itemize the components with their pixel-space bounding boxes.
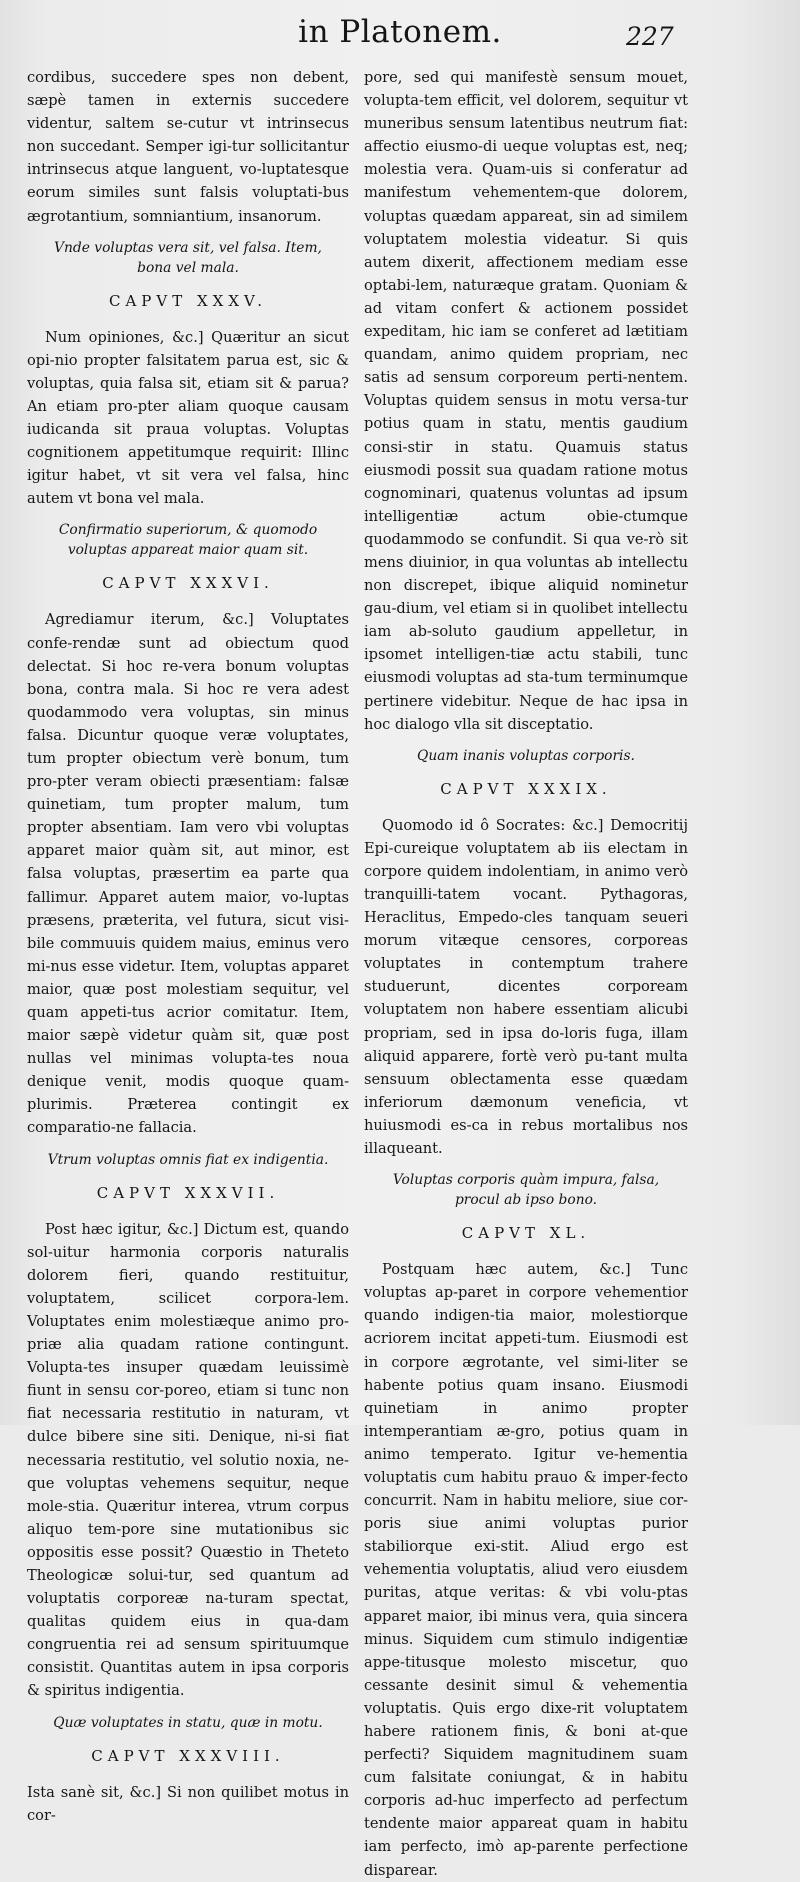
chapter-text-36: Agrediamur iterum, &c.] Voluptates confe-rendæ sunt ad obiectum quod delectat. Si hoc re-vera bonum voluptas bona, contra mala. Si hoc re vera adest quodammodo vera voluptas, sin minus falsa. Dicuntur quoque veræ voluptates, tum propter obiectum verè bonum, tum pro-pter veram obiecti præsentiam: falsæ quinetiam, tum propter malum, tum propter absentiam. Iam vero vbi voluptas apparet maior quàm sit, aut minor, est falsa voluptas, præsertim ea parte qua fallimur. Apparet autem maior, vo-luptas præsens, præterita, vel futura, sicut visi-bile commuuis quidem maius, eminus vero mi-nus esse videtur. Item, voluptas apparet maior, quæ post molestiam sequitur, vel quam appeti-tus acrior comitatur. Item, maior sæpè videtur quàm sit, quæ post nullas vel minimas volupta-tes noua denique venit, modis quoque quam-plurimis. Præterea contingit ex comparatio-ne fallacia. <box>27 611 349 1137</box>
chapter-heading-35: CAPVT XXXV. <box>108 291 268 310</box>
section-summary-38: Quæ voluptates in statu, quæ in motu. <box>53 1714 323 1731</box>
section-summary-35: Vnde voluptas vera sit, vel falsa. Item, bona vel mala. <box>54 239 322 276</box>
chapter-heading-40: CAPVT XL. <box>461 1224 591 1243</box>
chapter-text-35: Num opiniones, &c.] Quæritur an sicut opi-nio propter falsitatem parua est, sic & voluptas, quia falsa sit, etiam sit & parua? An etiam pro-pter aliam quoque causam iudicanda sit praua voluptas. Voluptas cognitionem appetitumque requirit: Illinc igitur habet, vt sit vera vel falsa, hinc autem vt bona vel mala. <box>27 328 349 508</box>
section-summary-39: Quam inanis voluptas corporis. <box>417 747 635 764</box>
intro-paragraph: cordibus, succedere spes non debent, sæpè tamen in externis succedere videntur, saltem se-cutur vt intrinsecus non succedant. Semper igi-tur sollicitantur intrinsecus atque languent, vo-luptatesque eorum similes sunt falsis voluptati-bus ægrotantium, somniantium, insanorum. <box>27 69 349 225</box>
section-summary-36: Confirmatio superiorum, & quomodo voluptas appareat maior quam sit. <box>58 522 318 559</box>
chapter-text-40: Postquam hæc autem, &c.] Tunc voluptas ap-paret in corpore vehementior quando indigen-tia maior, molestiorque acriorem incitat appeti-tum. Eiusmodi est in corpore ægrotante, vel simi-liter se habente potius quam insano. Eiusmodi quinetiam in animo propter intemperantiam æ-gro, potius quam in animo temperato. Igitur ve-hementia voluptatis cum habitu prauo & imper-fecto concurrit. Nam in habitu meliore, siue cor-poris siue animi voluptas purior stabiliorque exi-stit. Aliud ergo est vehementia voluptatis, aliud vero eiusdem puritas, atque veritas: & vbi volu-ptas apparet maior, ibi minus vera, quia sincera minus. Siquidem cum stimulo indigentiæ appe-titusque molesto miscetur, quo cessante desinit simul & vehementia voluptatis. Quis ergo dixe-rit voluptatem habere rationem finis, & boni at-que perfecti? Siquidem magnitudinem suam cum falsitate coniungat, & in habitu corporis ad-huc imperfecto ad perfectum tendente maior appareat quam in habitu iam perfecto, imò ap-parente perfectione disparear. <box>364 1261 688 1879</box>
right-column <box>364 66 688 1882</box>
chapter-heading-36: CAPVT XXXVI. <box>102 574 274 593</box>
left-column <box>27 66 349 1827</box>
chapter-text-37: Post hæc igitur, &c.] Dictum est, quando sol-uitur harmonia corporis naturalis dolorem fieri, quando restituitur, voluptatem, scilicet corpora-lem. Voluptates enim molestiæque animo pro-priæ alia quadam ratione contingunt. Volupta-tes insuper quædam leuissimè fiunt in sensu cor-poreo, etiam si tunc non fiat necessaria restitutio in naturam, vt dulce bibere sine siti. Denique, ni-si fiat necessaria restitutio, vel solutio noxia, ne-que voluptas vehemens sequitur, neque mole-stia. Quæritur interea, vtrum corpus aliquo tem-pore sine mutationibus sic oppositis esse possit? Quæstio in Theteto Theologicæ solui-tur, sed quantum ad voluptatis corporeæ na-turam spectat, qualitas quidem eius in qua-dam congruentia rei ad sensum spirituumque consistit. Quantitas autem in ipsa corporis & spiritus indigentia. <box>27 1220 349 1700</box>
chapter-heading-37: CAPVT XXXVII. <box>96 1183 280 1202</box>
page-number: 227 <box>626 22 674 51</box>
chapter-text-39: Quomodo id ô Socrates: &c.] Democritij Epi-cureique voluptatem ab iis electam in corpore quidem indolentiam, in animo verò tranquilli-tatem vocant. Pythagoras, Heraclitus, Empedo-cles tanquam seueri morum vitæque censores, corporeas voluptates in contemptum trahere studuerunt, dicentes corpoream voluptatem non habere essentiam alicubi propriam, sed in ipsa do-loris fuga, illam aliquid apparere, fortè verò pu-tant multa sensuum oblectamenta esse quædam inferiorum dæmonum veneficia, vt huiusmodi es-ca in rebus mortalibus nos illaqueant. <box>364 816 688 1158</box>
chapter-heading-38: CAPVT XXXVIII. <box>91 1746 285 1765</box>
section-summary-37: Vtrum voluptas omnis fiat ex indigentia. <box>47 1151 329 1168</box>
chapter-heading-39: CAPVT XXXIX. <box>440 779 612 798</box>
chapter-text-38: Ista sanè sit, &c.] Si non quilibet motus in cor- <box>27 1783 349 1824</box>
running-title: in Platonem. <box>298 14 502 50</box>
continuation-paragraph: pore, sed qui manifestè sensum mouet, volupta-tem efficit, vel dolorem, sequitur vt muneribus sensum latentibus neutrum fiat: affectio eiusmo-di ueque voluptas est, neq; molestia vera. Quam-uis si conferatur ad manifestum vehementem-que dolorem, voluptas quædam appareat, sin ad similem voluptatem molestia videatur. Si quis autem dixerit, affectionem mediam esse optabi-lem, naturæque gratam. Quoniam & ad vitam confert & actionem possidet expeditam, hic iam se conferet ad lætitiam quandam, animo quidem propriam, nec satis ad sensum corporeum perti-nentem. Voluptas quidem sensus in motu versa-tur potius quam in statu, mentis gaudium consi-stir in statu. Quamuis status eiusmodi possit sua quadam ratione motus cognominari, quatenus voluntas ad ipsum intelligentiæ actum obie-ctumque quodammodo se confundit. Si qua ve-rò sit mens diuinior, in qua voluntas ab intellectu non discrepet, ibique aliquid nominetur gau-dium, vel etiam si in quolibet intellectu iam ab-soluto gaudium appelletur, in ipsomet intelligen-tiæ actu stabili, tunc eiusmodi voluptas ad sta-tum terminumque pertinere videbitur. Neque de hac ipsa in hoc dialogo vlla sit disceptatio. <box>364 69 688 733</box>
section-summary-40: Voluptas corporis quàm impura, falsa, procul ab ipso bono. <box>392 1172 660 1209</box>
